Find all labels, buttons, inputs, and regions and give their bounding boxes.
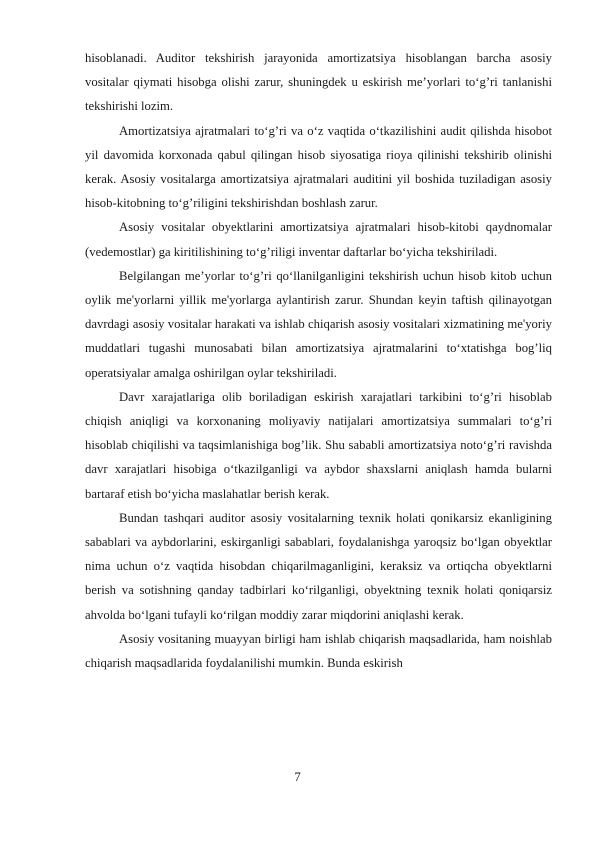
paragraph-inventory-check: Asosiy vositalar obyektlarini amortizatsiya ajratmalari hisob-kitobi qaydnomalar (vedemostlar) ga kiritilishining to‘g’riligi inventar daftarlar bo‘yicha tekshiriladi. bbox=[85, 220, 552, 259]
page-number: 7 bbox=[294, 770, 301, 784]
paragraph-technical-condition: Bundan tashqari auditor asosiy vositalarning texnik holati qonikarsiz ekanligining sabablari va aybdorlarini, eskirganligi sabablari, foydalanishga yaroqsiz bo‘lgan obyektlar nima uchun o‘z vaqtida hisobdan chiqarilmaganligini, keraksiz va ortiqcha obyektlarni berish va sotishning qanday tadbirlari ko‘rilganligi, obyektning texnik holati qoniqarsiz ahvolda bo‘lgani tufayli ko‘rilgan moddiy zarar miqdorini aniqlashi kerak. bbox=[85, 510, 552, 622]
paragraph-amortization-audit: Amortizatsiya ajratmalari to‘g’ri va o‘z vaqtida o‘tkazilishini audit qilishda hisobot yil davomida korxonada qabul qilingan hisob siyosatiga rioya qilinishi tekshirib olinishi kerak. Asosiy vositalarga amortizatsiya ajratmalari auditini yil boshida tuziladigan asosiy hisob-kitobning to‘g’riligini tekshirishdan boshlash zarur. bbox=[85, 123, 552, 211]
paragraph-norms-check: Belgilangan me’yorlar to‘g’ri qo‘llanilganligini tekshirish uchun hisob kitob uchun oylik me'yorlarni yillik me'yorlarga aylantirish zarur. Shundan keyin taftish qilinayotgan davrdagi asosiy vositalar harakati va ishlab chiqarish asosiy vositalari xizmatining me'yoriy muddatlari tugashi munosabati bilan amortizatsiya ajratmalarini to‘xtatishga bog’liq operatsiyalar amalga oshirilgan oylar tekshiriladi. bbox=[85, 268, 552, 380]
document-body bbox=[85, 46, 552, 675]
paragraph-period-expenses: Davr xarajatlariga olib boriladigan eskirish xarajatlari tarkibini to‘g’ri hisoblab chiqish aniqligi va korxonaning moliyaviy natijalari amortizatsiya summalari to‘g’ri hisoblab chiqilishi va taqsimlanishiga bog’lik. Shu sababli amortizatsiya noto‘g’ri ravishda davr xarajatlari hisobiga o‘tkazilganligi va aybdor shaxslarni aniqlash hamda bularni bartaraf etish bo‘yicha maslahatlar berish kerak. bbox=[85, 389, 552, 501]
paragraph-continuation: hisoblanadi. Auditor tekshirish jarayonida amortizatsiya hisoblangan barcha asosiy vositalar qiymati hisobga olishi zarur, shuningdek u eskirish me’yorlari to‘g’ri tanlanishi tekshirishi lozim. bbox=[85, 51, 552, 114]
paragraph-asset-usage: Asosiy vositaning muayyan birligi ham ishlab chiqarish maqsadlarida, ham noishlab chiqarish maqsadlarida foydalanilishi mumkin. Bunda eskirish bbox=[85, 631, 552, 671]
